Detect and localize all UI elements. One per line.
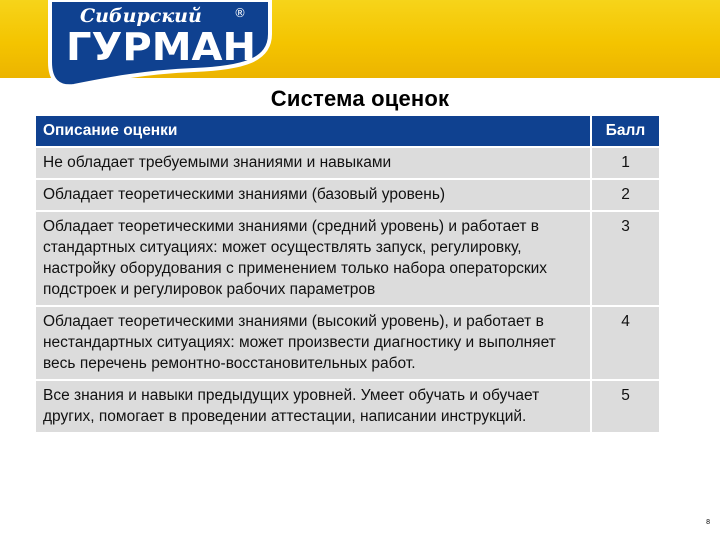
row-score: 1 <box>592 148 661 180</box>
row-score: 5 <box>592 381 661 434</box>
table-row <box>36 212 661 307</box>
page-number: 8 <box>706 519 710 526</box>
table-row <box>36 148 661 180</box>
table-row <box>36 180 661 212</box>
column-header-description: Описание оценки <box>36 116 592 148</box>
logo-registered-mark: ® <box>234 6 246 20</box>
table-row <box>36 381 661 434</box>
row-score: 3 <box>592 212 661 307</box>
table-header-row <box>36 116 661 148</box>
table-row <box>36 307 661 381</box>
brand-logo <box>44 0 276 88</box>
row-description: Обладает теоретическими знаниями (высокий уровень), и работает в нестандартных ситуациях: может произвести диагностику и выполняет весь перечень ремонтно-восстановительных работ. <box>36 307 592 381</box>
row-score: 4 <box>592 307 661 381</box>
row-description: Все знания и навыки предыдущих уровней. Умеет обучать и обучает других, помогает в проведении аттестации, написании инструкций. <box>36 381 592 434</box>
logo-line2: ГУРМАН <box>66 25 256 69</box>
grading-table <box>36 116 661 434</box>
page-title: Система оценок <box>270 86 450 111</box>
row-description: Обладает теоретическими знаниями (средний уровень) и работает в стандартных ситуациях: может осуществлять запуск, регулировку, настройку оборудования с применением только набора операторских подстроек и регулировок рабочих параметров <box>36 212 592 307</box>
row-description: Не обладает требуемыми знаниями и навыками <box>36 148 592 180</box>
row-score: 2 <box>592 180 661 212</box>
column-header-score: Балл <box>592 116 661 148</box>
row-description: Обладает теоретическими знаниями (базовый уровень) <box>36 180 592 212</box>
logo-line1: Сибирский <box>80 5 202 27</box>
